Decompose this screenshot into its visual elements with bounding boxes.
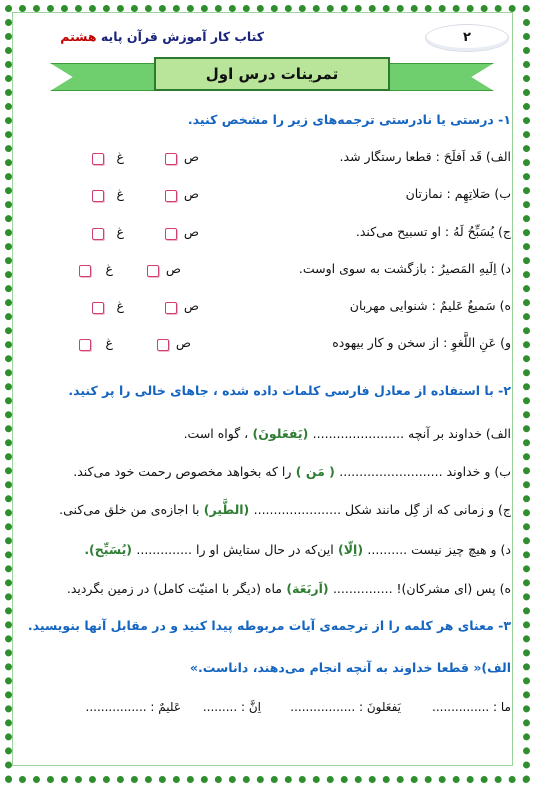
- false-checkbox[interactable]: [92, 228, 104, 240]
- q2-item-post: این‌که در حال ستایش او را ..............: [136, 542, 334, 557]
- worksheet-page: [20, 20, 519, 770]
- true-false-group: [49, 186, 199, 206]
- q2-item-pre: ب) و خداوند ..........................: [339, 464, 511, 479]
- book-title: [60, 29, 264, 44]
- true-false-group: [49, 149, 199, 169]
- false-checkbox[interactable]: [79, 339, 91, 351]
- true-false-group: [45, 335, 195, 355]
- lesson-banner: [50, 57, 494, 97]
- true-label: ص: [183, 224, 199, 239]
- false-label: غ: [105, 335, 113, 350]
- false-checkbox[interactable]: [92, 190, 104, 202]
- true-false-group: [45, 261, 195, 281]
- q3-blank[interactable]: یَفعَلونَ : .................: [290, 700, 401, 714]
- q1-item: [41, 298, 511, 320]
- q2-item-post: ، گواه است.: [183, 426, 249, 441]
- true-checkbox[interactable]: [165, 228, 177, 240]
- q2-item: [73, 464, 511, 479]
- q2-item-word: ( مَن ): [291, 464, 340, 479]
- false-label: غ: [105, 261, 113, 276]
- q1-item-text: الف) قَد اَفلَحَ : قطعا رستگار شد.: [339, 149, 511, 164]
- q1-item-text: و) عَنِ اللَّغوِ : از سخن و کار بیهوده: [332, 335, 511, 350]
- q1-item-text: ج) یُسَبِّحُ لَهُ : او تسبیح می‌کند.: [355, 224, 511, 239]
- true-label: ص: [183, 298, 199, 313]
- true-label: ص: [175, 335, 191, 350]
- true-checkbox[interactable]: [165, 153, 177, 165]
- q2-item-word: (اَربَعَة): [282, 581, 333, 596]
- q1-item: [41, 149, 511, 171]
- book-title-main: کتاب کار آموزش قرآن پایه: [100, 29, 264, 44]
- true-false-group: [49, 224, 199, 244]
- q2-item-pre: ه) پس (ای مشرکان)! ...............: [332, 581, 511, 596]
- q1-item: [41, 261, 511, 283]
- q2-item-word: (اِلّا): [333, 542, 368, 557]
- q1-item-text: ه) سَمیعٌ عَلیمٌ : شنوایی مهربان: [349, 298, 511, 313]
- q2-item-post: ماه (دیگر با امنیّت کامل) در زمین بگردید.: [66, 581, 282, 596]
- q3-subtitle: الف)« قطعا خداوند به آنچه انجام می‌دهند، داناست.»: [189, 660, 511, 675]
- q2-item: [59, 502, 511, 517]
- q2-item-word: (یُسَبِّح).: [84, 542, 137, 557]
- q2-item-word: (یَفعَلونَ): [248, 426, 313, 441]
- q1-item: [41, 186, 511, 208]
- page-number: ۲: [425, 24, 509, 52]
- true-checkbox[interactable]: [147, 265, 159, 277]
- true-label: ص: [183, 186, 199, 201]
- q2-title: ۲- با استفاده از معادل فارسی کلمات داده شده ، جاهای خالی را پر کنید.: [68, 383, 511, 398]
- header: [20, 20, 519, 54]
- q2-item: [67, 581, 511, 596]
- q2-item: [184, 426, 511, 441]
- q1-title: ۱- درستی یا نادرستی ترجمه‌های زیر را مشخص کنید.: [187, 112, 511, 127]
- q2-item-word: (الطَّیر): [199, 502, 254, 517]
- q2-item-post: را که بخواهد مخصوص رحمت خود می‌کند.: [73, 464, 292, 479]
- q2-item-post: با اجازه‌ی من خلق می‌کنی.: [59, 502, 200, 517]
- q3-blank-row: [41, 700, 511, 722]
- q3-title: ۳- معنای هر کلمه را از ترجمه‌ی آیات مربوطه پیدا کنید و در مقابل آنها بنویسید.: [27, 618, 511, 633]
- true-false-group: [49, 298, 199, 318]
- q1-item-text: د) اِلَیهِ المَصیرُ : بازگشت به سوی اوست.: [298, 261, 511, 276]
- q3-blank[interactable]: عَلیمٌ : ................: [85, 700, 181, 714]
- q1-item: [41, 224, 511, 246]
- true-checkbox[interactable]: [157, 339, 169, 351]
- true-label: ص: [165, 261, 181, 276]
- book-title-grade: هشتم: [60, 29, 97, 44]
- q1-item: [41, 335, 511, 357]
- false-label: غ: [116, 224, 124, 239]
- false-checkbox[interactable]: [92, 153, 104, 165]
- q2-item-pre: ج) و زمانی که از گِل مانند شکل ......................: [253, 502, 511, 517]
- q2-item: [84, 542, 511, 557]
- true-checkbox[interactable]: [165, 190, 177, 202]
- false-checkbox[interactable]: [79, 265, 91, 277]
- q2-item-pre: الف) خداوند بر آنچه .......................: [312, 426, 511, 441]
- true-checkbox[interactable]: [165, 302, 177, 314]
- q3-blank[interactable]: اِنَّ : .........: [202, 700, 261, 714]
- true-label: ص: [183, 149, 199, 164]
- false-label: غ: [116, 298, 124, 313]
- banner-title: تمرینات درس اول: [154, 57, 390, 91]
- q3-blank[interactable]: ما : ...............: [432, 700, 511, 714]
- false-checkbox[interactable]: [92, 302, 104, 314]
- q1-item-text: ب) صَلاتِهِم : نمازتان: [405, 186, 511, 201]
- false-label: غ: [116, 186, 124, 201]
- q2-item-pre: د) و هیچ چیز نیست ..........: [367, 542, 511, 557]
- false-label: غ: [116, 149, 124, 164]
